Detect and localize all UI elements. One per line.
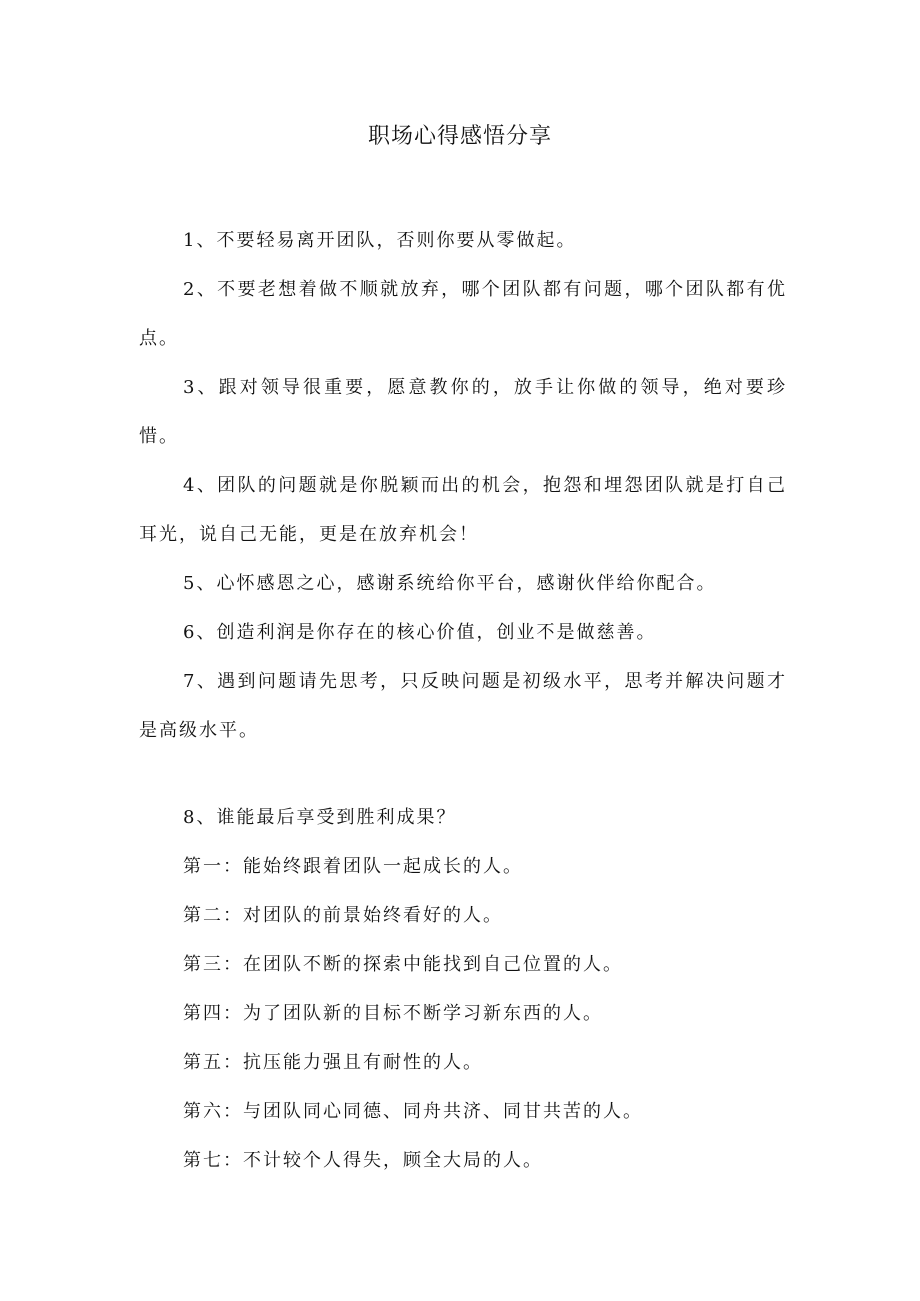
paragraph-5: 5、心怀感恩之心，感谢系统给你平台，感谢伙伴给你配合。 [183,573,717,594]
section-8-item-4: 第四：为了团队新的目标不断学习新东西的人。 [183,1003,603,1024]
section-spacer [139,755,787,793]
section-8-item-1: 第一：能始终跟着团队一起成长的人。 [183,856,523,877]
paragraph-3: 3、跟对领导很重要，愿意教你的，放手让你做的领导，绝对要珍惜。 [139,377,787,447]
paragraph-2: 2、不要老想着做不顺就放弃，哪个团队都有问题，哪个团队都有优点。 [139,279,787,349]
document-title: 职场心得感悟分享 [367,124,552,149]
section-8-item-2: 第二：对团队的前景始终看好的人。 [183,905,503,926]
paragraph-7: 7、遇到问题请先思考，只反映问题是初级水平，思考并解决问题才是高级水平。 [139,671,787,741]
section-8-item-6: 第六：与团队同心同德、同舟共济、同甘共苦的人。 [183,1101,643,1122]
paragraph-1: 1、不要轻易离开团队，否则你要从零做起。 [183,230,577,251]
section-8-item-3: 第三：在团队不断的探索中能找到自己位置的人。 [183,954,623,975]
paragraph-6: 6、创造利润是你存在的核心价值，创业不是做慈善。 [183,622,657,643]
section-8-item-5: 第五：抗压能力强且有耐性的人。 [183,1052,483,1073]
paragraph-4: 4、团队的问题就是你脱颖而出的机会，抱怨和埋怨团队就是打自己耳光，说自己无能，更是在放弃机会！ [139,475,787,545]
document-body [139,216,787,1185]
section-8-item-7: 第七：不计较个人得失，顾全大局的人。 [183,1150,543,1171]
section-8-question: 8、谁能最后享受到胜利成果？ [183,807,457,828]
